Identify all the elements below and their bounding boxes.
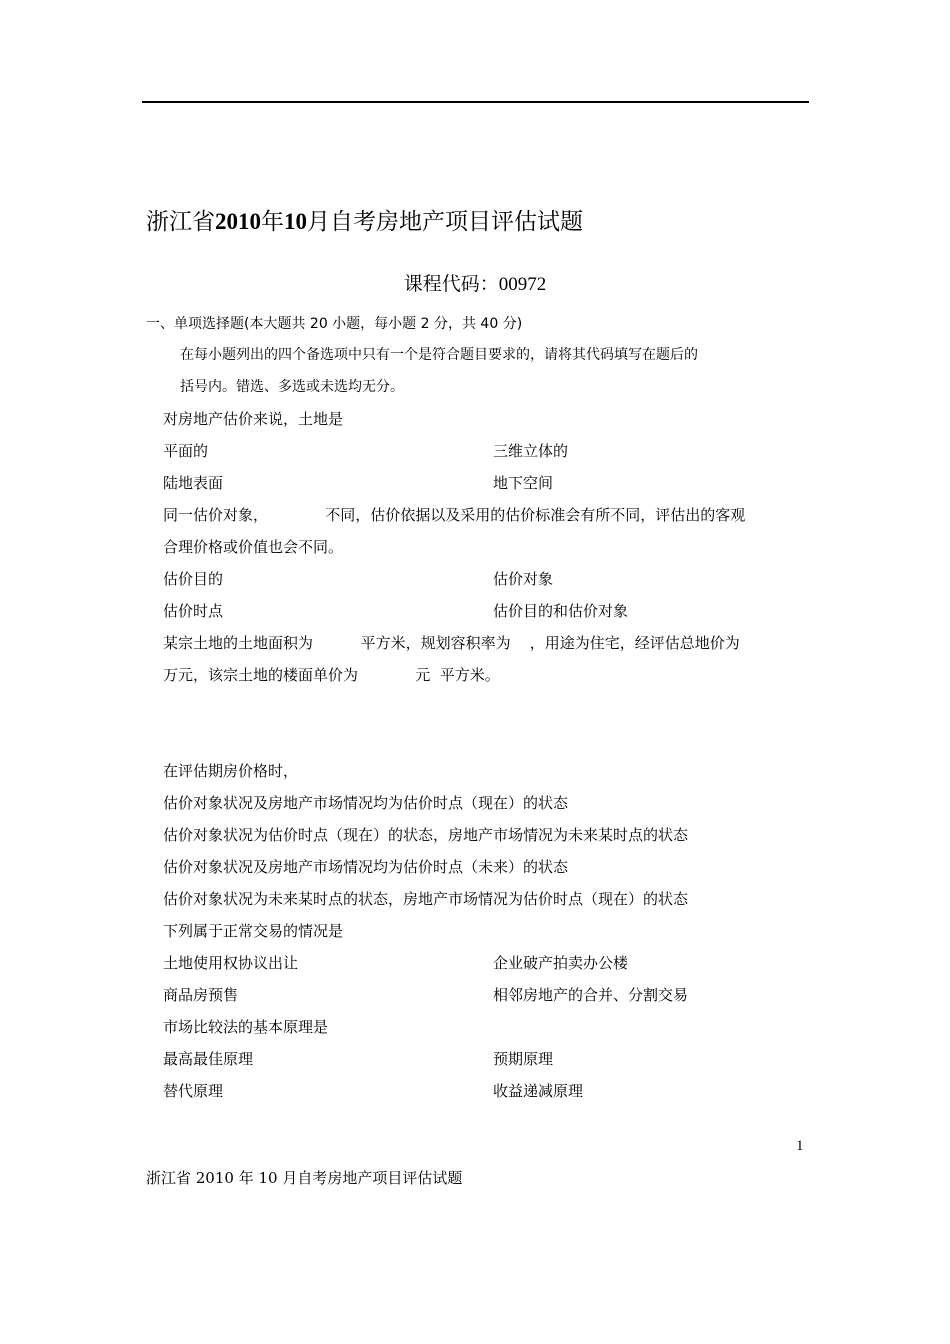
title-text: 年 xyxy=(261,209,284,235)
option-b: 企业破产拍卖办公楼 xyxy=(493,954,629,972)
question-stem: 某宗土地的土地面积为 平方米，规划容积率为 ，用途为住宅，经评估总地价为 xyxy=(163,634,740,652)
page-number: 1 xyxy=(796,1138,804,1154)
option-a: 估价对象状况及房地产市场情况均为估价时点（现在）的状态 xyxy=(163,794,569,812)
option-d: 估价对象状况为未来某时点的状态，房地产市场情况为估价时点（现在）的状态 xyxy=(163,890,689,908)
option-c: 替代原理 xyxy=(163,1082,224,1100)
option-a: 平面的 xyxy=(163,442,209,460)
course-code-label: 课程代码： xyxy=(403,273,499,295)
option-d: 收益递减原理 xyxy=(493,1082,584,1100)
title-text: 浙江省 xyxy=(146,209,215,235)
course-code-value: 00972 xyxy=(498,274,547,295)
option-b: 三维立体的 xyxy=(493,442,569,460)
title-month: 10 xyxy=(284,209,307,234)
option-c: 估价对象状况及房地产市场情况均为估价时点（未来）的状态 xyxy=(163,858,569,876)
title-year: 2010 xyxy=(215,209,261,234)
question-stem: 市场比较法的基本原理是 xyxy=(163,1018,329,1036)
option-a: 估价目的 xyxy=(163,570,224,588)
header-rule xyxy=(142,101,809,103)
option-b: 预期原理 xyxy=(493,1050,554,1068)
title-text: 月自考房地产项目评估试题 xyxy=(307,209,583,235)
page-footer: 浙江省 2010 年 10 月自考房地产项目评估试题 xyxy=(146,1169,463,1187)
exam-title xyxy=(146,203,583,236)
question-stem: 对房地产估价来说，土地是 xyxy=(163,410,344,428)
option-d: 相邻房地产的合并、分割交易 xyxy=(493,986,689,1004)
question-stem: 在评估期房价格时， xyxy=(163,762,299,780)
option-d: 地下空间 xyxy=(493,474,554,492)
option-c: 估价时点 xyxy=(163,602,224,620)
question-stem: 合理价格或价值也会不同。 xyxy=(163,538,344,556)
option-b: 估价对象状况为估价时点（现在）的状态，房地产市场情况为未来某时点的状态 xyxy=(163,826,689,844)
question-stem: 万元，该宗土地的楼面单价为 元 平方米。 xyxy=(163,666,500,684)
course-code xyxy=(0,269,950,296)
option-c: 商品房预售 xyxy=(163,986,239,1004)
option-a: 土地使用权协议出让 xyxy=(163,954,299,972)
option-b: 估价对象 xyxy=(493,570,554,588)
instruction-line: 在每小题列出的四个备选项中只有一个是符合题目要求的，请将其代码填写在题后的 xyxy=(180,347,698,363)
option-d: 估价目的和估价对象 xyxy=(493,602,629,620)
option-c: 陆地表面 xyxy=(163,474,224,492)
section-heading: 一、单项选择题(本大题共 20 小题，每小题 2 分，共 40 分) xyxy=(146,316,523,332)
question-stem: 下列属于正常交易的情况是 xyxy=(163,922,344,940)
instruction-line: 括号内。错选、多选或未选均无分。 xyxy=(180,379,404,395)
option-a: 最高最佳原理 xyxy=(163,1050,254,1068)
question-stem: 同一估价对象， 不同，估价依据以及采用的估价标准会有所不同，评估出的客观 xyxy=(163,506,746,524)
